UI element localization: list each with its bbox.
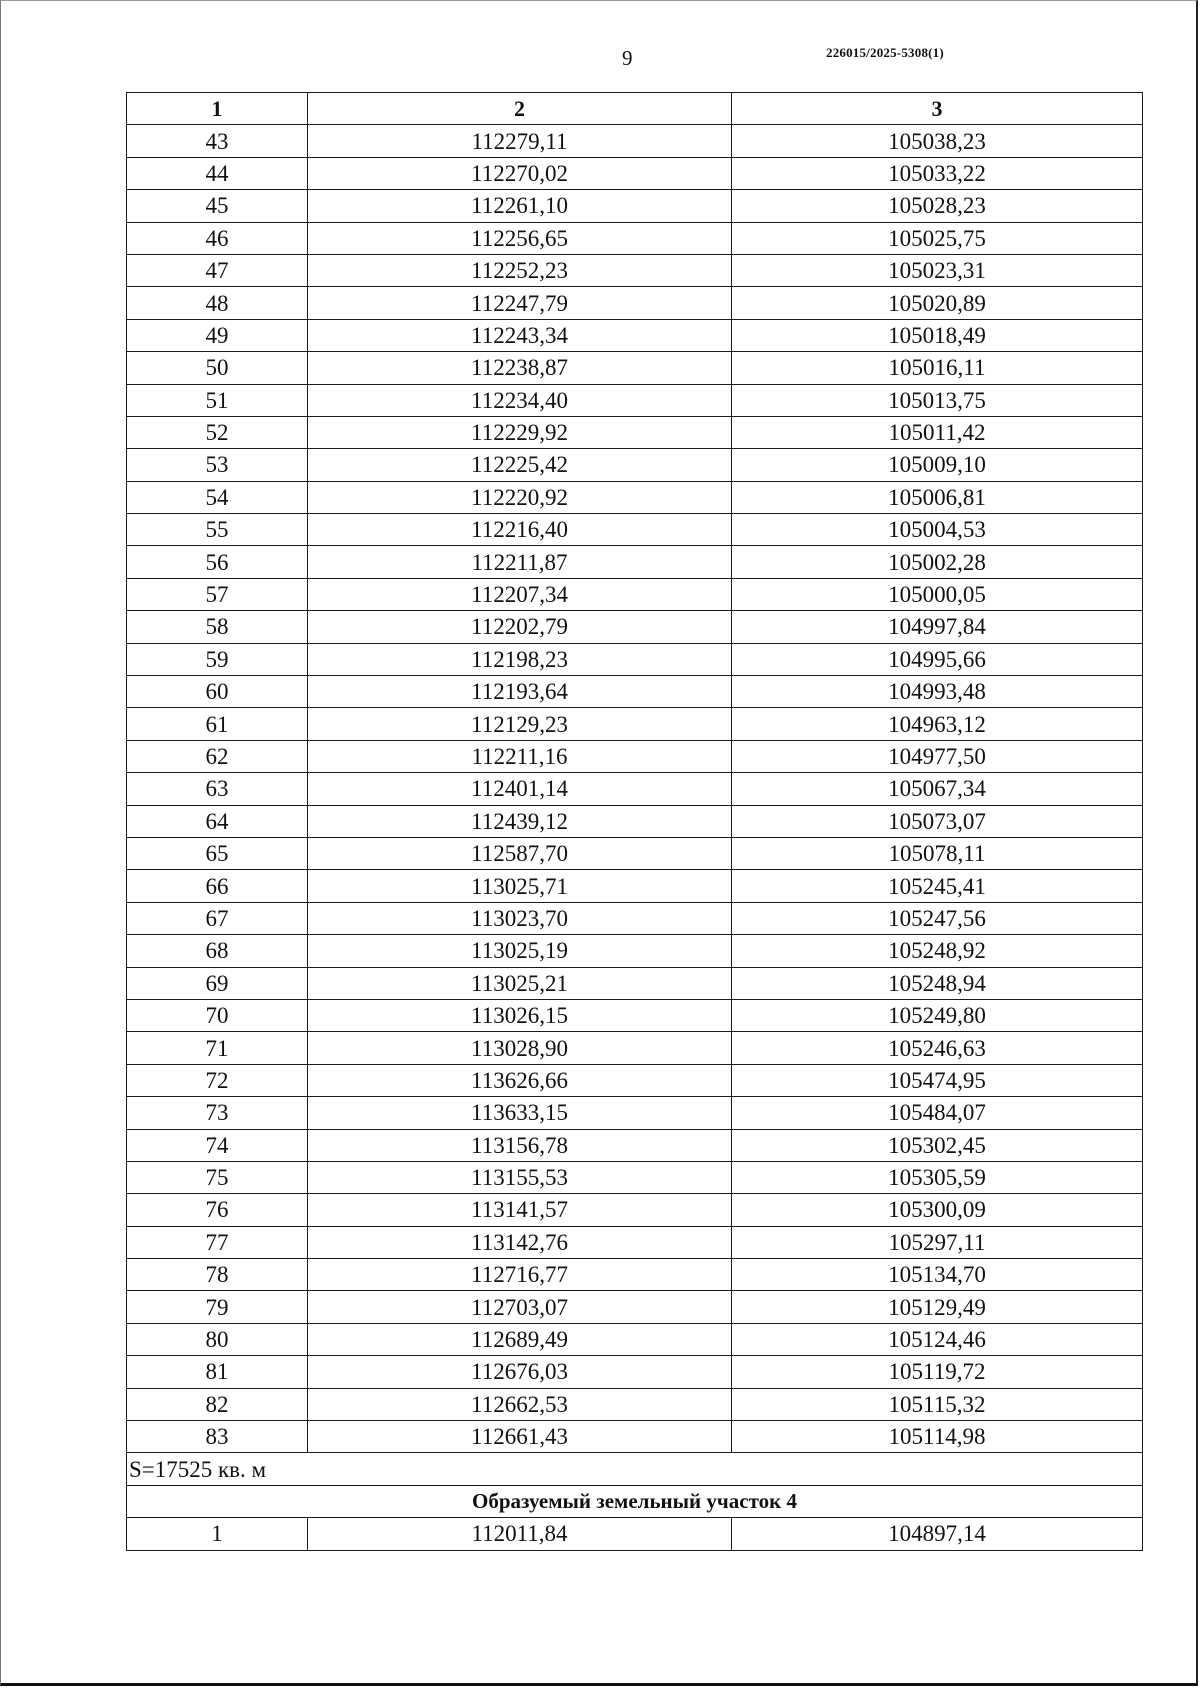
point-number-cell: 70 bbox=[127, 999, 308, 1031]
table-row bbox=[127, 643, 1143, 675]
point-number-cell: 68 bbox=[127, 935, 308, 967]
table-row bbox=[127, 740, 1143, 772]
point-number-cell: 62 bbox=[127, 740, 308, 772]
table-row bbox=[127, 1259, 1143, 1291]
y-coordinate-cell: 105004,53 bbox=[732, 514, 1143, 546]
table-row bbox=[127, 254, 1143, 286]
table-row bbox=[127, 1388, 1143, 1420]
table-row bbox=[127, 157, 1143, 189]
y-coordinate-cell: 105248,92 bbox=[732, 935, 1143, 967]
y-coordinate-cell: 105028,23 bbox=[732, 190, 1143, 222]
x-coordinate-cell: 112211,87 bbox=[308, 546, 732, 578]
y-coordinate-cell: 105002,28 bbox=[732, 546, 1143, 578]
point-number-cell: 77 bbox=[127, 1226, 308, 1258]
y-coordinate-cell: 105018,49 bbox=[732, 319, 1143, 351]
table-row bbox=[127, 837, 1143, 869]
table-row bbox=[127, 1356, 1143, 1388]
table-row bbox=[127, 1291, 1143, 1323]
x-coordinate-cell: 112198,23 bbox=[308, 643, 732, 675]
y-coordinate-cell: 105020,89 bbox=[732, 287, 1143, 319]
point-number-cell: 52 bbox=[127, 416, 308, 448]
x-coordinate-cell: 112401,14 bbox=[308, 773, 732, 805]
x-coordinate-cell: 112011,84 bbox=[308, 1518, 732, 1550]
y-coordinate-cell: 105006,81 bbox=[732, 481, 1143, 513]
y-coordinate-cell: 105013,75 bbox=[732, 384, 1143, 416]
y-coordinate-cell: 105302,45 bbox=[732, 1129, 1143, 1161]
point-number-cell: 73 bbox=[127, 1097, 308, 1129]
x-coordinate-cell: 113023,70 bbox=[308, 902, 732, 934]
page-number: 9 bbox=[622, 46, 633, 70]
y-coordinate-cell: 104963,12 bbox=[732, 708, 1143, 740]
table-row bbox=[127, 1064, 1143, 1096]
x-coordinate-cell: 112261,10 bbox=[308, 190, 732, 222]
document-reference: 226015/2025-5308(1) bbox=[826, 45, 944, 60]
y-coordinate-cell: 105078,11 bbox=[732, 837, 1143, 869]
y-coordinate-cell: 105038,23 bbox=[732, 125, 1143, 157]
table-row bbox=[127, 190, 1143, 222]
point-number-cell: 59 bbox=[127, 643, 308, 675]
coordinates-table bbox=[126, 92, 1143, 1551]
x-coordinate-cell: 112662,53 bbox=[308, 1388, 732, 1420]
x-coordinate-cell: 113025,21 bbox=[308, 967, 732, 999]
point-number-cell: 67 bbox=[127, 902, 308, 934]
y-coordinate-cell: 105484,07 bbox=[732, 1097, 1143, 1129]
x-coordinate-cell: 113626,66 bbox=[308, 1064, 732, 1096]
table-body bbox=[127, 125, 1143, 1453]
x-coordinate-cell: 112225,42 bbox=[308, 449, 732, 481]
point-number-cell: 82 bbox=[127, 1388, 308, 1420]
table-row bbox=[127, 1226, 1143, 1258]
x-coordinate-cell: 113025,19 bbox=[308, 935, 732, 967]
point-number-cell: 76 bbox=[127, 1194, 308, 1226]
x-coordinate-cell: 112676,03 bbox=[308, 1356, 732, 1388]
point-number-cell: 43 bbox=[127, 125, 308, 157]
table-row bbox=[127, 999, 1143, 1031]
point-number-cell: 54 bbox=[127, 481, 308, 513]
table-row bbox=[127, 1518, 1143, 1550]
point-number-cell: 44 bbox=[127, 157, 308, 189]
y-coordinate-cell: 105009,10 bbox=[732, 449, 1143, 481]
y-coordinate-cell: 104995,66 bbox=[732, 643, 1143, 675]
table-row bbox=[127, 481, 1143, 513]
x-coordinate-cell: 112703,07 bbox=[308, 1291, 732, 1323]
y-coordinate-cell: 104993,48 bbox=[732, 676, 1143, 708]
point-number-cell: 46 bbox=[127, 222, 308, 254]
y-coordinate-cell: 105000,05 bbox=[732, 578, 1143, 610]
x-coordinate-cell: 112129,23 bbox=[308, 708, 732, 740]
y-coordinate-cell: 105297,11 bbox=[732, 1226, 1143, 1258]
table-row bbox=[127, 1161, 1143, 1193]
x-coordinate-cell: 113156,78 bbox=[308, 1129, 732, 1161]
point-number-cell: 51 bbox=[127, 384, 308, 416]
column-header-y: 3 bbox=[732, 93, 1143, 125]
table-row bbox=[127, 870, 1143, 902]
table-row bbox=[127, 1323, 1143, 1355]
y-coordinate-cell: 104897,14 bbox=[732, 1518, 1143, 1550]
table-row bbox=[127, 611, 1143, 643]
y-coordinate-cell: 105011,42 bbox=[732, 416, 1143, 448]
x-coordinate-cell: 113025,71 bbox=[308, 870, 732, 902]
point-number-cell: 63 bbox=[127, 773, 308, 805]
point-number-cell: 45 bbox=[127, 190, 308, 222]
y-coordinate-cell: 105129,49 bbox=[732, 1291, 1143, 1323]
x-coordinate-cell: 112211,16 bbox=[308, 740, 732, 772]
point-number-cell: 60 bbox=[127, 676, 308, 708]
x-coordinate-cell: 112661,43 bbox=[308, 1421, 732, 1453]
x-coordinate-cell: 113633,15 bbox=[308, 1097, 732, 1129]
y-coordinate-cell: 105025,75 bbox=[732, 222, 1143, 254]
table-row bbox=[127, 449, 1143, 481]
y-coordinate-cell: 104977,50 bbox=[732, 740, 1143, 772]
y-coordinate-cell: 105067,34 bbox=[732, 773, 1143, 805]
table-row bbox=[127, 416, 1143, 448]
table-row bbox=[127, 805, 1143, 837]
y-coordinate-cell: 105245,41 bbox=[732, 870, 1143, 902]
x-coordinate-cell: 112689,49 bbox=[308, 1323, 732, 1355]
x-coordinate-cell: 113142,76 bbox=[308, 1226, 732, 1258]
x-coordinate-cell: 112256,65 bbox=[308, 222, 732, 254]
y-coordinate-cell: 105246,63 bbox=[732, 1032, 1143, 1064]
x-coordinate-cell: 112252,23 bbox=[308, 254, 732, 286]
table-row bbox=[127, 902, 1143, 934]
table-row bbox=[127, 287, 1143, 319]
point-number-cell: 64 bbox=[127, 805, 308, 837]
point-number-cell: 57 bbox=[127, 578, 308, 610]
table-row bbox=[127, 514, 1143, 546]
x-coordinate-cell: 112207,34 bbox=[308, 578, 732, 610]
table-row bbox=[127, 1194, 1143, 1226]
x-coordinate-cell: 112193,64 bbox=[308, 676, 732, 708]
point-number-cell: 1 bbox=[127, 1518, 308, 1550]
x-coordinate-cell: 113141,57 bbox=[308, 1194, 732, 1226]
y-coordinate-cell: 105073,07 bbox=[732, 805, 1143, 837]
x-coordinate-cell: 112439,12 bbox=[308, 805, 732, 837]
point-number-cell: 80 bbox=[127, 1323, 308, 1355]
table-row bbox=[127, 1129, 1143, 1161]
table-row bbox=[127, 352, 1143, 384]
x-coordinate-cell: 112243,34 bbox=[308, 319, 732, 351]
x-coordinate-cell: 112234,40 bbox=[308, 384, 732, 416]
area-row bbox=[127, 1453, 1143, 1485]
y-coordinate-cell: 105305,59 bbox=[732, 1161, 1143, 1193]
x-coordinate-cell: 112247,79 bbox=[308, 287, 732, 319]
table-row bbox=[127, 578, 1143, 610]
y-coordinate-cell: 105115,32 bbox=[732, 1388, 1143, 1420]
x-coordinate-cell: 112229,92 bbox=[308, 416, 732, 448]
table-row bbox=[127, 708, 1143, 740]
y-coordinate-cell: 105033,22 bbox=[732, 157, 1143, 189]
y-coordinate-cell: 105474,95 bbox=[732, 1064, 1143, 1096]
point-number-cell: 78 bbox=[127, 1259, 308, 1291]
y-coordinate-cell: 105134,70 bbox=[732, 1259, 1143, 1291]
table-row bbox=[127, 125, 1143, 157]
x-coordinate-cell: 113028,90 bbox=[308, 1032, 732, 1064]
point-number-cell: 74 bbox=[127, 1129, 308, 1161]
table-row bbox=[127, 773, 1143, 805]
x-coordinate-cell: 112270,02 bbox=[308, 157, 732, 189]
point-number-cell: 83 bbox=[127, 1421, 308, 1453]
x-coordinate-cell: 112216,40 bbox=[308, 514, 732, 546]
x-coordinate-cell: 113155,53 bbox=[308, 1161, 732, 1193]
table-row bbox=[127, 967, 1143, 999]
point-number-cell: 66 bbox=[127, 870, 308, 902]
y-coordinate-cell: 105300,09 bbox=[732, 1194, 1143, 1226]
table-body-plot-4 bbox=[127, 1518, 1143, 1550]
point-number-cell: 48 bbox=[127, 287, 308, 319]
table-row bbox=[127, 935, 1143, 967]
y-coordinate-cell: 105119,72 bbox=[732, 1356, 1143, 1388]
column-header-point: 1 bbox=[127, 93, 308, 125]
table-row bbox=[127, 1097, 1143, 1129]
table-row bbox=[127, 319, 1143, 351]
column-header-x: 2 bbox=[308, 93, 732, 125]
table-row bbox=[127, 384, 1143, 416]
point-number-cell: 55 bbox=[127, 514, 308, 546]
point-number-cell: 47 bbox=[127, 254, 308, 286]
y-coordinate-cell: 105114,98 bbox=[732, 1421, 1143, 1453]
table-row bbox=[127, 546, 1143, 578]
point-number-cell: 79 bbox=[127, 1291, 308, 1323]
table-row bbox=[127, 676, 1143, 708]
x-coordinate-cell: 113026,15 bbox=[308, 999, 732, 1031]
point-number-cell: 75 bbox=[127, 1161, 308, 1193]
y-coordinate-cell: 105249,80 bbox=[732, 999, 1143, 1031]
y-coordinate-cell: 105016,11 bbox=[732, 352, 1143, 384]
table-row bbox=[127, 222, 1143, 254]
point-number-cell: 61 bbox=[127, 708, 308, 740]
point-number-cell: 49 bbox=[127, 319, 308, 351]
x-coordinate-cell: 112716,77 bbox=[308, 1259, 732, 1291]
point-number-cell: 58 bbox=[127, 611, 308, 643]
x-coordinate-cell: 112202,79 bbox=[308, 611, 732, 643]
y-coordinate-cell: 105248,94 bbox=[732, 967, 1143, 999]
y-coordinate-cell: 104997,84 bbox=[732, 611, 1143, 643]
x-coordinate-cell: 112279,11 bbox=[308, 125, 732, 157]
y-coordinate-cell: 105124,46 bbox=[732, 1323, 1143, 1355]
table-row bbox=[127, 1421, 1143, 1453]
y-coordinate-cell: 105247,56 bbox=[732, 902, 1143, 934]
point-number-cell: 56 bbox=[127, 546, 308, 578]
point-number-cell: 53 bbox=[127, 449, 308, 481]
y-coordinate-cell: 105023,31 bbox=[732, 254, 1143, 286]
x-coordinate-cell: 112587,70 bbox=[308, 837, 732, 869]
point-number-cell: 72 bbox=[127, 1064, 308, 1096]
point-number-cell: 65 bbox=[127, 837, 308, 869]
plot-heading: Образуемый земельный участок 4 bbox=[127, 1485, 1143, 1517]
table-row bbox=[127, 1032, 1143, 1064]
point-number-cell: 69 bbox=[127, 967, 308, 999]
point-number-cell: 50 bbox=[127, 352, 308, 384]
x-coordinate-cell: 112220,92 bbox=[308, 481, 732, 513]
plot-heading-row bbox=[127, 1485, 1143, 1517]
area-note: S=17525 кв. м bbox=[127, 1453, 1143, 1485]
point-number-cell: 71 bbox=[127, 1032, 308, 1064]
table-header-row bbox=[127, 93, 1143, 125]
x-coordinate-cell: 112238,87 bbox=[308, 352, 732, 384]
point-number-cell: 81 bbox=[127, 1356, 308, 1388]
